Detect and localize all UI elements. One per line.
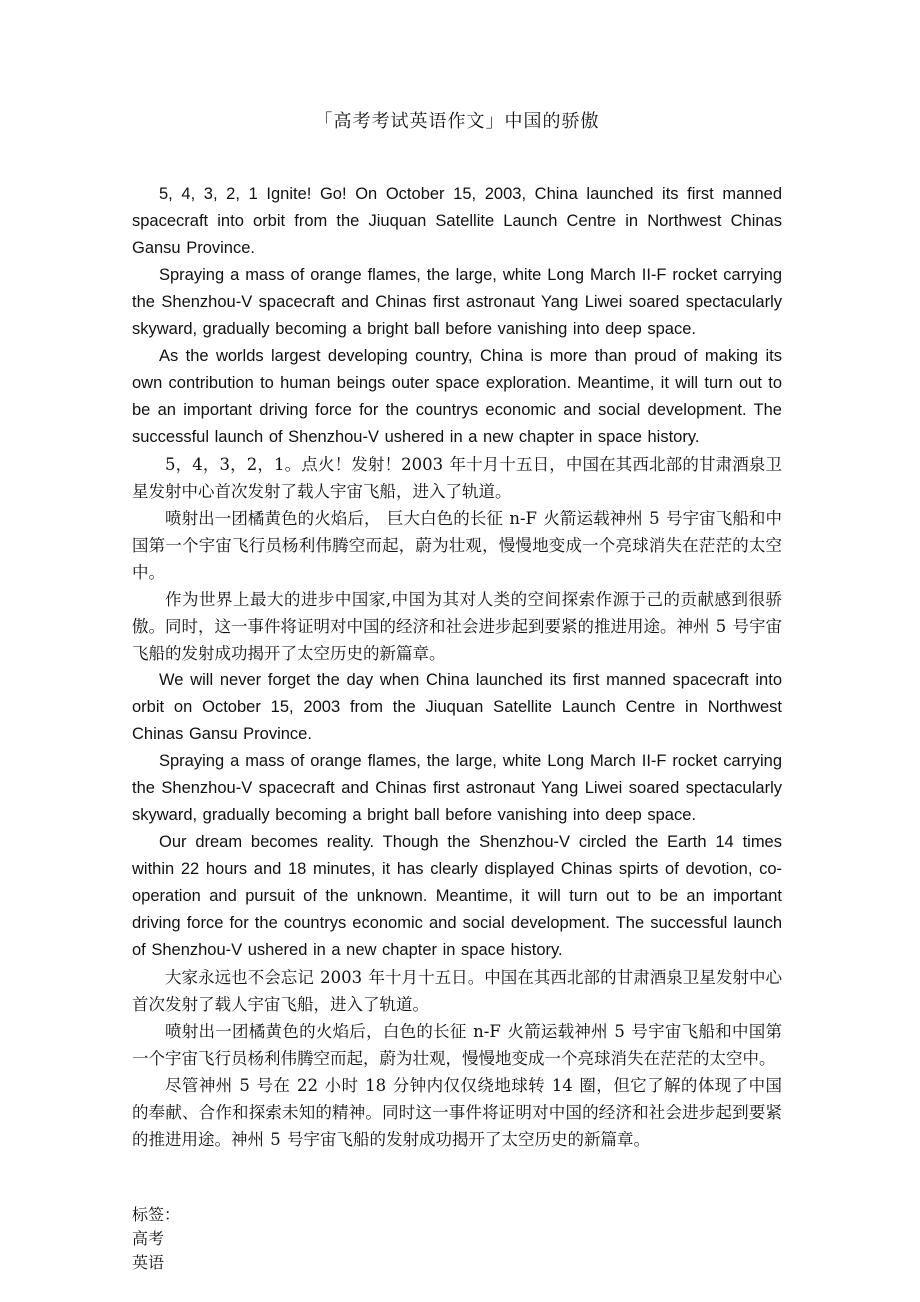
paragraph-7: We will never forget the day when China launched its first manned spacecraft into orbit on October 15, 2003 from the Jiuquan Satellite Launch Centre in Northwest Chinas Gansu Province. (132, 671, 782, 743)
paragraph-6: 作为世界上最大的进步中国家,中国为其对人类的空间探索作源于己的贡献感到很骄傲。同时，这一事件将证明对中国的经济和社会进步起到要紧的推进用途。神州 5 号宇宙飞船的发射成功揭开了太空历史的新篇章。 (132, 590, 782, 663)
paragraph-5: 喷射出一团橘黄色的火焰后， 巨大白色的长征 n-F 火箭运载神州 5 号宇宙飞船和中国第一个宇宙飞行员杨利伟腾空而起，蔚为壮观，慢慢地变成一个亮球消失在茫茫的太空中。 (132, 509, 782, 582)
paragraph-2: Spraying a mass of orange flames, the large, white Long March II-F rocket carrying the Shenzhou-V spacecraft and Chinas first astronaut Yang Liwei soared spectacularly skyward, gradually becoming a bright ball before vanishing into deep space. (132, 266, 782, 338)
document-body (132, 181, 782, 1153)
paragraph-12: 尽管神州 5 号在 22 小时 18 分钟内仅仅绕地球转 14 圈，但它了解的体现了中国的奉献、合作和探索未知的精神。同时这一事件将证明对中国的经济和社会进步起到要紧的推进用途。神州 5 号宇宙飞船的发射成功揭开了太空历史的新篇章。 (132, 1076, 782, 1149)
tags-section (132, 1203, 782, 1275)
paragraph-10: 大家永远也不会忘记 2003 年十月十五日。中国在其西北部的甘肃酒泉卫星发射中心首次发射了载人宇宙飞船，进入了轨道。 (132, 968, 782, 1014)
tag-item-english: 英语 (132, 1253, 165, 1272)
paragraph-9: Our dream becomes reality. Though the Shenzhou-V circled the Earth 14 times within 22 hours and 18 minutes, it has clearly displayed Chinas spirts of devotion, co-operation and pursuit of the unknown. Meantime, it will turn out to be an important driving force for the countrys economic and social development. The successful launch of Shenzhou-V ushered in a new chapter in space history. (132, 833, 782, 959)
document-title: 「高考考试英语作文」中国的骄傲 (314, 111, 600, 132)
paragraph-3: As the worlds largest developing country, China is more than proud of making its own contribution to human beings outer space exploration. Meantime, it will turn out to be an important driving force for the countrys economic and social development. The successful launch of Shenzhou-V ushered in a new chapter in space history. (132, 347, 782, 446)
paragraph-4: 5，4，3，2，1。点火！发射！2003 年十月十五日，中国在其西北部的甘肃酒泉卫星发射中心首次发射了载人宇宙飞船，进入了轨道。 (132, 455, 782, 501)
tags-label: 标签： (132, 1205, 181, 1224)
tag-item-gaokao: 高考 (132, 1229, 165, 1248)
paragraph-8: Spraying a mass of orange flames, the large, white Long March II-F rocket carrying the Shenzhou-V spacecraft and Chinas first astronaut Yang Liwei soared spectacularly skyward, gradually becoming a bright ball before vanishing into deep space. (132, 752, 782, 824)
paragraph-1: 5, 4, 3, 2, 1 Ignite! Go! On October 15, 2003, China launched its first manned spacecraft into orbit from the Jiuquan Satellite Launch Centre in Northwest Chinas Gansu Province. (132, 185, 782, 257)
paragraph-11: 喷射出一团橘黄色的火焰后，白色的长征 n-F 火箭运载神州 5 号宇宙飞船和中国第一个宇宙飞行员杨利伟腾空而起，蔚为壮观，慢慢地变成一个亮球消失在茫茫的太空中。 (132, 1022, 782, 1068)
